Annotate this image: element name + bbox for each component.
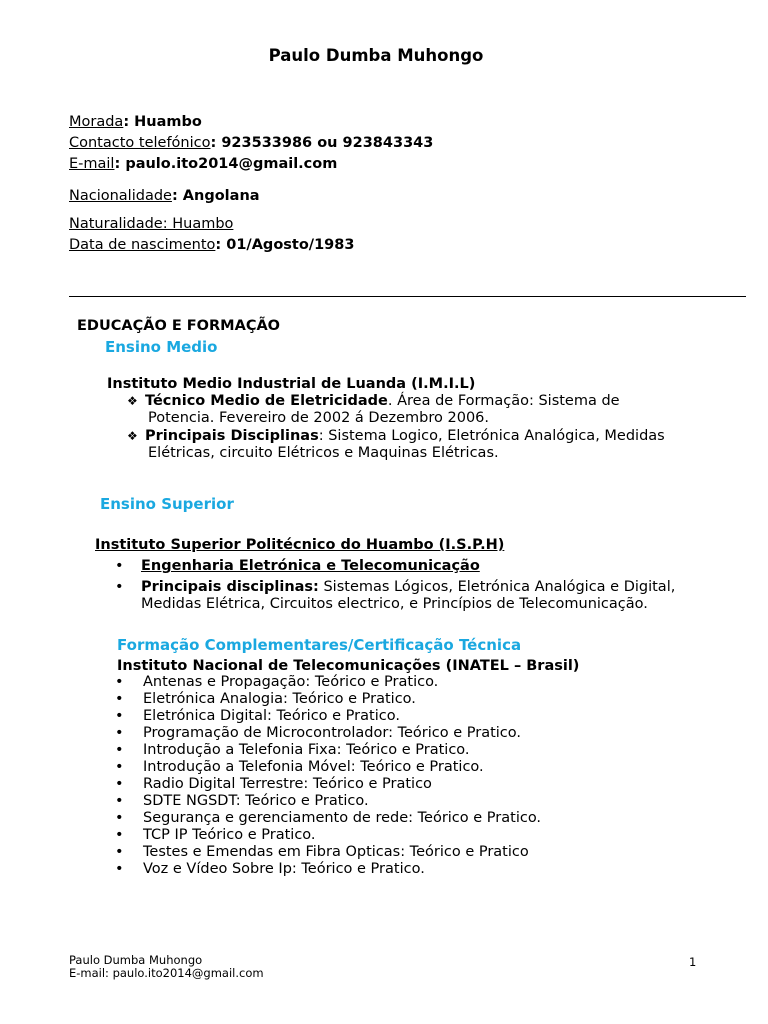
naturalidade-line: Naturalidade: Huambo — [69, 216, 234, 232]
list-item: • SDTE NGSDT: Teórico e Pratico. — [115, 793, 369, 809]
bullet-icon: • — [115, 844, 124, 860]
bullet-icon: • — [115, 742, 124, 758]
nascimento-value: : 01/Agosto/1983 — [215, 237, 355, 253]
nacionalidade-line — [69, 187, 260, 205]
item-text: Sistemas Lógicos, Eletrónica Analógica e Digital, — [318, 579, 676, 595]
item-bold: Principais Disciplinas — [145, 428, 319, 444]
bullet-icon: • — [115, 793, 124, 809]
telefone-label: Contacto telefónico — [69, 135, 211, 151]
ensino-medio-item-1 — [127, 392, 620, 410]
morada-label: Morada — [69, 114, 124, 130]
footer-email: E-mail: paulo.ito2014@gmail.com — [69, 966, 264, 980]
morada-value: : Huambo — [123, 114, 202, 130]
email-label: E-mail — [69, 156, 115, 172]
list-item: • Voz e Vídeo Sobre Ip: Teórico e Pratico. — [115, 861, 425, 877]
diamond-bullet-icon: ❖ — [127, 394, 138, 408]
list-item: • Eletrónica Analogia: Teórico e Pratico. — [115, 691, 416, 707]
ensino-superior-institute: Instituto Superior Politécnico do Huambo (I.S.P.H) — [95, 537, 505, 553]
bullet-icon: • — [115, 708, 124, 724]
ensino-medio-item-2 — [127, 427, 665, 445]
item-bold: Engenharia Eletrónica e Telecomunicação — [141, 558, 480, 574]
page-title: Paulo Dumba Muhongo — [268, 46, 484, 65]
ensino-medio-heading: Ensino Medio — [105, 338, 218, 356]
item-bold: Técnico Medio de Eletricidade — [145, 393, 388, 409]
list-item: • Introdução a Telefonia Móvel: Teórico e Pratico. — [115, 759, 484, 775]
morada-line — [69, 113, 202, 131]
list-item: • Antenas e Propagação: Teórico e Pratico. — [115, 674, 439, 690]
complementar-heading: Formação Complementares/Certificação Técnica — [117, 636, 522, 654]
bullet-icon: • — [115, 810, 124, 826]
footer-name: Paulo Dumba Muhongo — [69, 953, 203, 967]
email-line — [69, 155, 337, 173]
email-value: : paulo.ito2014@gmail.com — [114, 156, 338, 172]
bullet-icon: • — [115, 691, 124, 707]
telefone-value: : 923533986 ou 923843343 — [210, 135, 434, 151]
item-text: : Sistema Logico, Eletrónica Analógica, Medidas — [318, 428, 665, 444]
list-item: • TCP IP Teórico e Pratico. — [115, 827, 316, 843]
complementar-institute: Instituto Nacional de Telecomunicações (INATEL – Brasil) — [117, 658, 580, 674]
ensino-superior-item-1 — [115, 557, 480, 575]
item-text: . Área de Formação: Sistema de — [387, 393, 620, 409]
nascimento-line — [69, 236, 354, 254]
bullet-icon: • — [115, 861, 124, 877]
item-bold: Principais disciplinas: — [141, 579, 319, 595]
list-item: • Eletrónica Digital: Teórico e Pratico. — [115, 708, 400, 724]
section-divider — [69, 296, 746, 297]
bullet-icon: • — [115, 674, 124, 690]
nascimento-label: Data de nascimento — [69, 237, 216, 253]
list-item: • Segurança e gerenciamento de rede: Teórico e Pratico. — [115, 810, 542, 826]
bullet-icon: • — [115, 558, 124, 574]
education-heading: EDUCAÇÃO E FORMAÇÃO — [77, 318, 281, 334]
ensino-medio-item-2-cont: Elétricas, circuito Elétricos e Maquinas Elétricas. — [148, 445, 499, 461]
list-item: • Programação de Microcontrolador: Teórico e Pratico. — [115, 725, 521, 741]
ensino-medio-item-1-cont: Potencia. Fevereiro de 2002 á Dezembro 2006. — [148, 410, 490, 426]
bullet-icon: • — [115, 759, 124, 775]
nacionalidade-value: : Angolana — [171, 188, 260, 204]
bullet-icon: • — [115, 725, 124, 741]
list-item: • Introdução a Telefonia Fixa: Teórico e Pratico. — [115, 742, 470, 758]
ensino-medio-institute: Instituto Medio Industrial de Luanda (I.M.I.L) — [107, 376, 476, 392]
bullet-icon: • — [115, 579, 124, 595]
bullet-icon: • — [115, 827, 124, 843]
page-number: 1 — [689, 955, 697, 969]
ensino-superior-heading: Ensino Superior — [100, 495, 234, 513]
diamond-bullet-icon: ❖ — [127, 429, 138, 443]
bullet-icon: • — [115, 776, 124, 792]
list-item: • Testes e Emendas em Fibra Opticas: Teórico e Pratico — [115, 844, 529, 860]
nacionalidade-label: Nacionalidade — [69, 188, 172, 204]
ensino-superior-item-2 — [115, 578, 675, 596]
list-item: • Radio Digital Terrestre: Teórico e Pratico — [115, 776, 432, 792]
ensino-superior-item-2-cont: Medidas Elétrica, Circuitos electrico, e Princípios de Telecomunicação. — [141, 596, 648, 612]
telefone-line — [69, 134, 433, 152]
complementar-list — [115, 674, 541, 878]
